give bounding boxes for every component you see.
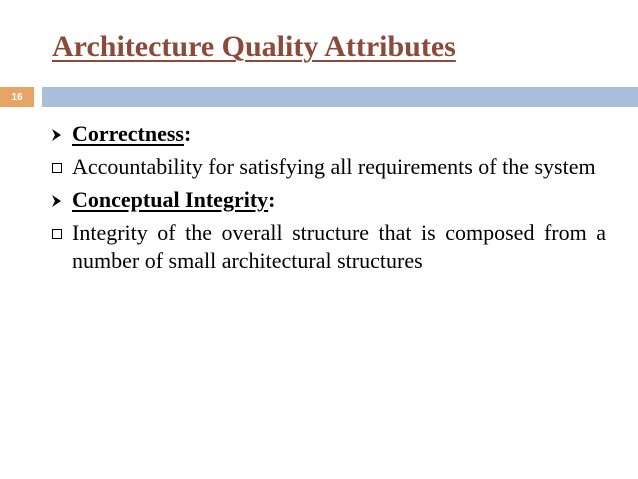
arrow-bullet-icon (52, 195, 61, 207)
heading-label: Correctness (72, 121, 184, 146)
slide-title: Architecture Quality Attributes (52, 30, 456, 63)
heading-colon: : (268, 187, 276, 212)
bullet-body-integrity (50, 219, 606, 275)
slide-number: 16 (0, 87, 34, 107)
heading-colon: : (184, 121, 192, 146)
slide-content (50, 120, 606, 280)
bullet-heading-conceptual-integrity (50, 186, 606, 214)
square-bullet-icon (52, 229, 62, 239)
header-rule-bar (42, 87, 638, 107)
heading-label: Conceptual Integrity (72, 187, 269, 212)
square-bullet-icon (52, 163, 62, 173)
bullet-body-accountability (50, 153, 606, 181)
body-text: Integrity of the overall structure that is composed from a number of small architectural structures (72, 220, 606, 273)
bullet-heading-correctness (50, 120, 606, 148)
arrow-bullet-icon (52, 129, 61, 141)
body-text: Accountability for satisfying all requirements of the system (72, 154, 596, 179)
